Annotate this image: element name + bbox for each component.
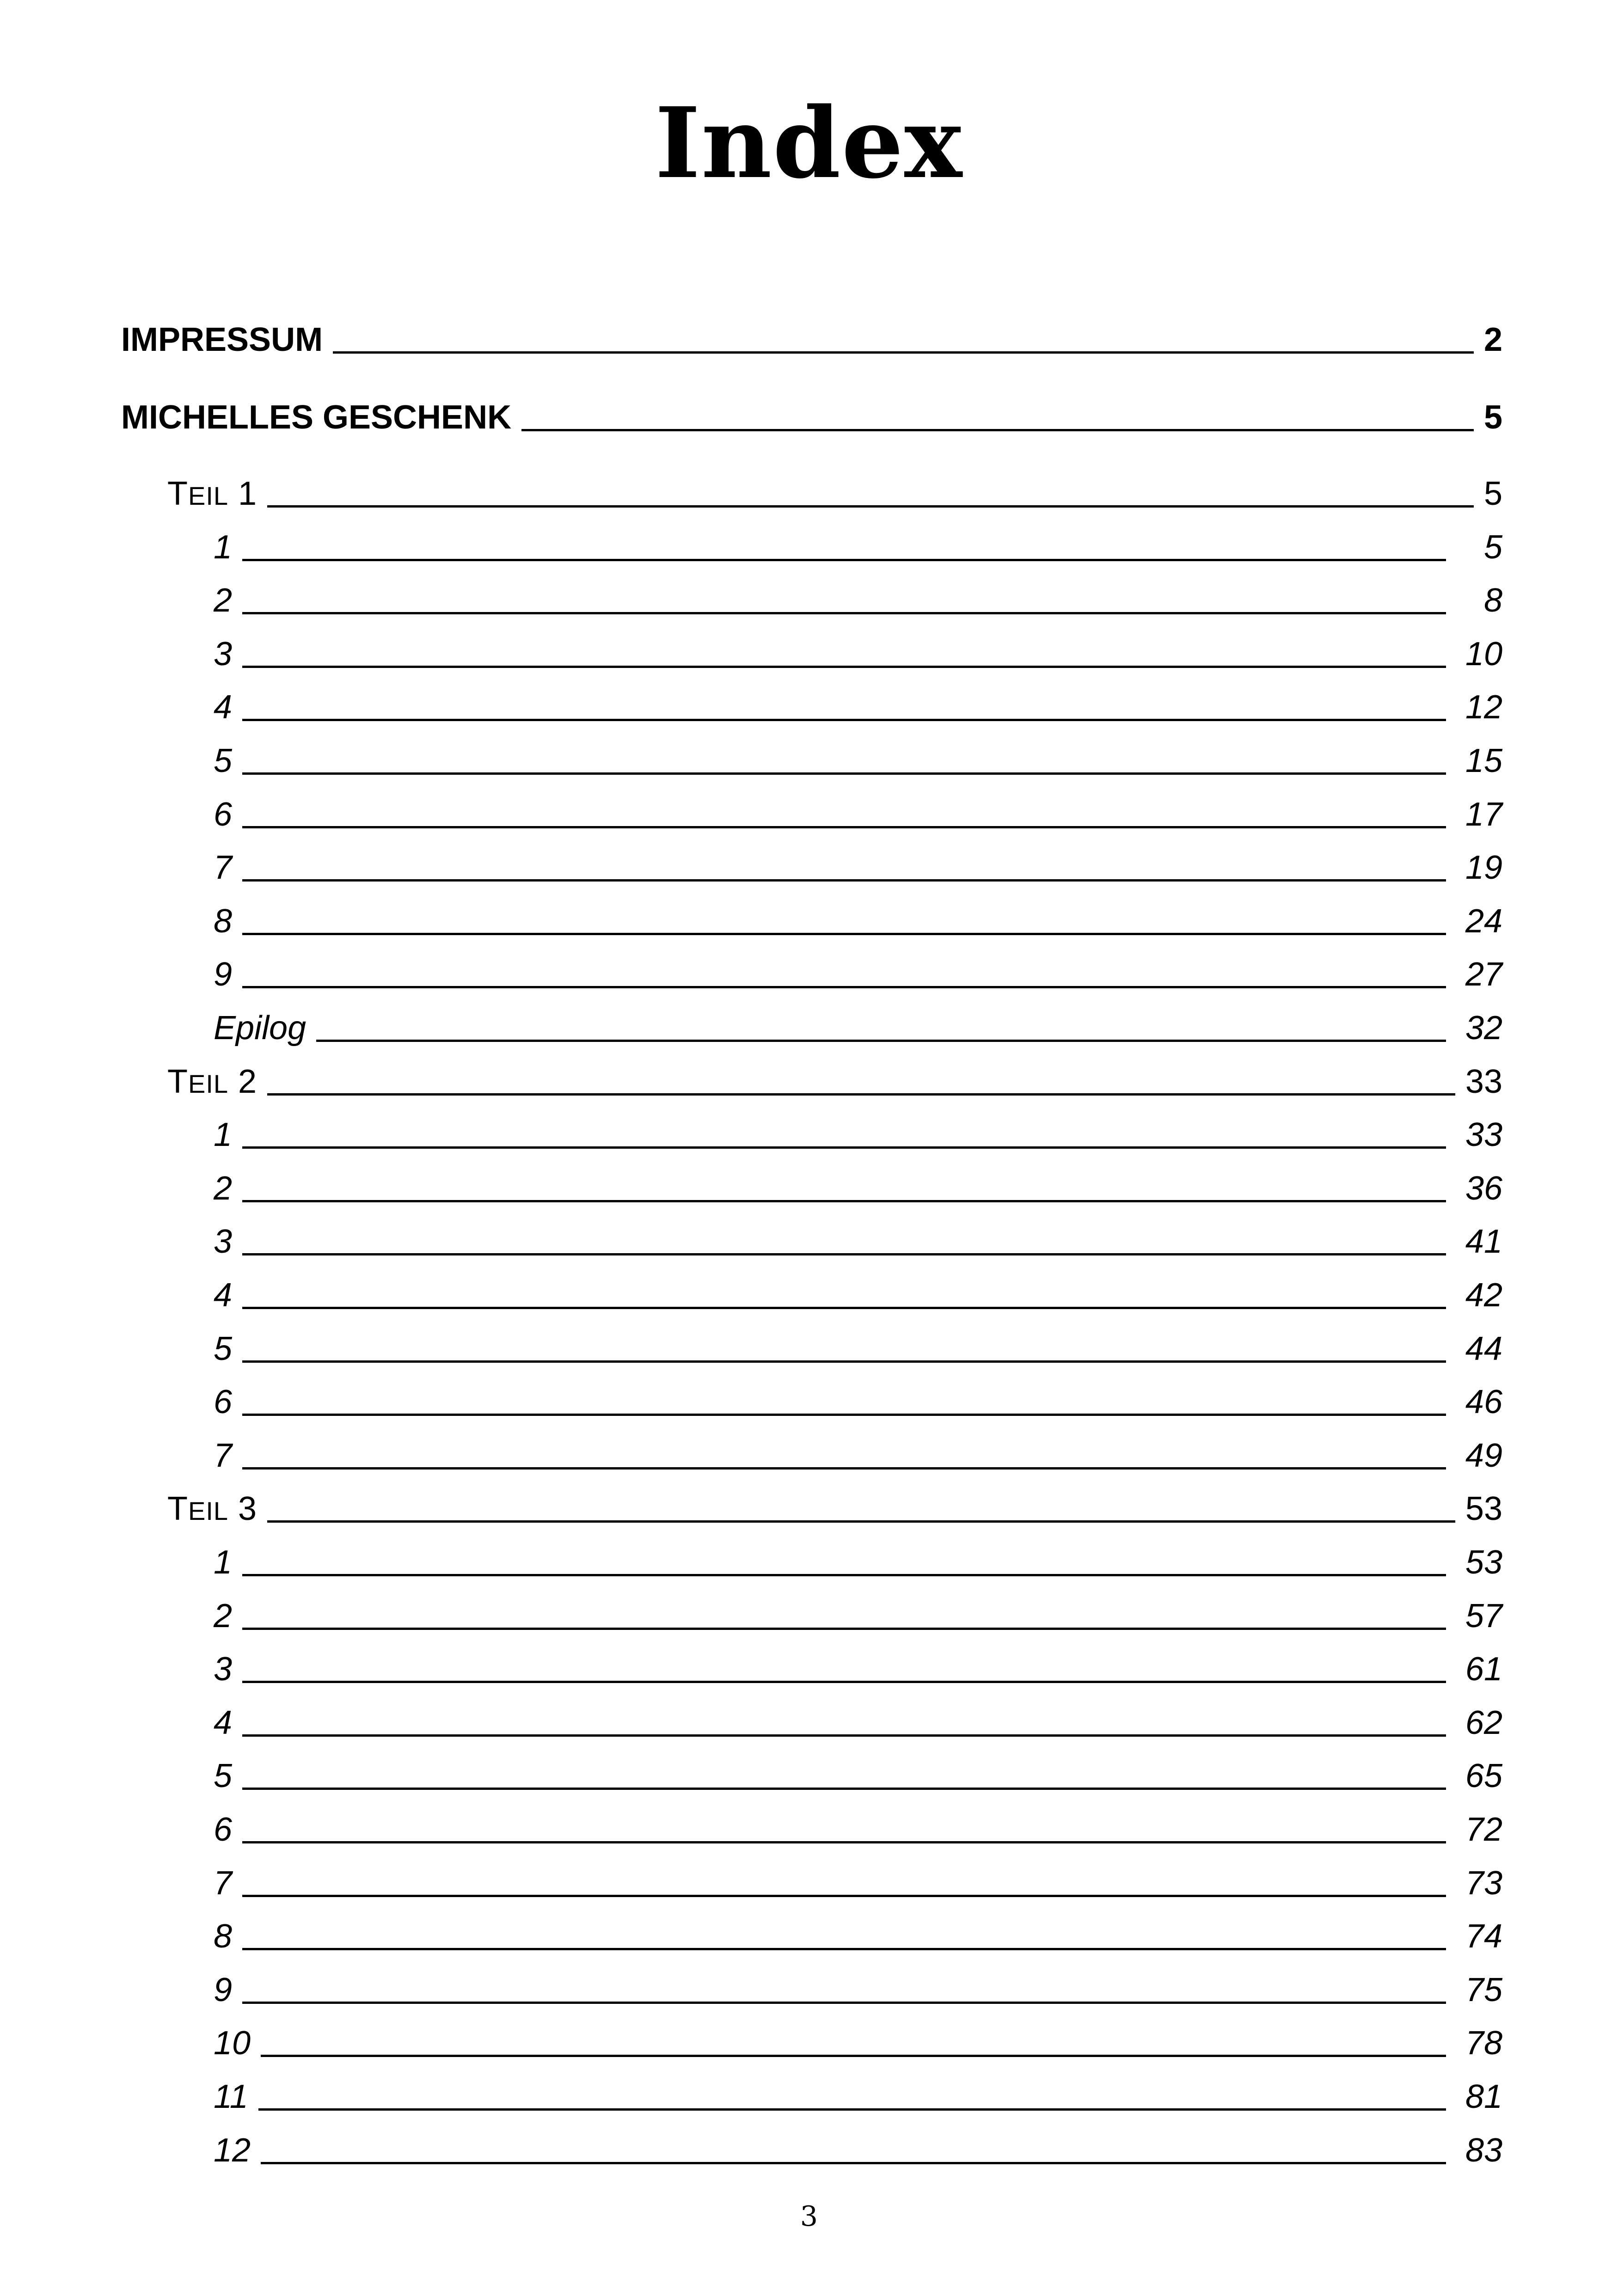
toc-leader-line	[242, 1146, 1446, 1149]
toc-chapter-entry[interactable]	[214, 1806, 1502, 1853]
toc-leader-line	[258, 2108, 1446, 2111]
toc-leader-line	[333, 351, 1474, 354]
toc-part-entry[interactable]	[167, 1486, 1502, 1534]
toc-leader-line	[242, 612, 1446, 614]
toc-page-number: 62	[1465, 1704, 1502, 1741]
toc-entry-label: 2	[214, 1598, 233, 1635]
toc-page-number: 44	[1465, 1330, 1502, 1367]
toc-chapter-entry[interactable]	[214, 1326, 1502, 1372]
toc-leader-line	[316, 1040, 1446, 1042]
toc-chapter-entry[interactable]	[214, 1860, 1502, 1906]
toc-chapter-entry[interactable]	[214, 1593, 1502, 1639]
toc-chapter-entry[interactable]	[214, 1433, 1502, 1479]
toc-entry-label: 6	[214, 796, 233, 833]
toc-page-number: 36	[1465, 1170, 1502, 1207]
toc-leader-line	[242, 986, 1446, 988]
toc-page-number: 61	[1465, 1651, 1502, 1688]
toc-chapter-entry[interactable]	[214, 1753, 1502, 1799]
toc-page-number: 42	[1465, 1277, 1502, 1314]
toc-page-number: 75	[1465, 1971, 1502, 2008]
toc-page-number: 81	[1465, 2078, 1502, 2115]
toc-chapter-entry[interactable]	[214, 791, 1502, 838]
toc-leader-line	[267, 505, 1474, 508]
toc-page-number: 73	[1465, 1865, 1502, 1902]
toc-leader-line	[242, 1307, 1446, 1309]
toc-page-number: 57	[1465, 1598, 1502, 1635]
toc-leader-line	[242, 1948, 1446, 1950]
toc-entry-label: TEIL 3	[167, 1490, 257, 1527]
toc-entry-label: Epilog	[214, 1010, 306, 1047]
toc-entry-label: 2	[214, 1170, 233, 1207]
toc-chapter-entry[interactable]	[214, 1218, 1502, 1265]
toc-entry-label: 5	[214, 742, 233, 779]
toc-leader-line	[242, 666, 1446, 668]
toc-entry-label: IMPRESSUM	[121, 321, 323, 358]
toc-chapter-entry[interactable]	[214, 845, 1502, 891]
toc-entry-label: 1	[214, 1544, 233, 1581]
toc-part-entry[interactable]	[167, 471, 1502, 519]
toc-chapter-entry[interactable]	[214, 1379, 1502, 1425]
toc-entry-label: MICHELLES GESCHENK	[121, 399, 512, 436]
toc-page-number: 83	[1465, 2132, 1502, 2169]
toc-page-number: 17	[1465, 796, 1502, 833]
toc-page-number: 5	[1483, 399, 1502, 436]
toc-leader-line	[242, 1841, 1446, 1843]
toc-chapter-entry[interactable]	[214, 1967, 1502, 2013]
toc-page-number: 5	[1483, 529, 1502, 566]
toc-entry-label: 3	[214, 1651, 233, 1688]
toc-entry-label: 3	[214, 636, 233, 673]
toc-chapter-entry[interactable]	[214, 1165, 1502, 1212]
toc-entry-label: 9	[214, 956, 233, 993]
toc-entry-label: 7	[214, 1865, 233, 1902]
toc-page-number: 5	[1483, 475, 1502, 512]
toc-leader-line	[242, 826, 1446, 828]
toc-leader-line	[242, 1200, 1446, 1202]
toc-page-number: 33	[1465, 1116, 1502, 1153]
toc-leader-line	[267, 1520, 1455, 1523]
toc-chapter-entry[interactable]	[214, 2020, 1502, 2066]
toc-leader-line	[242, 719, 1446, 721]
toc-page-number: 33	[1465, 1063, 1502, 1100]
toc-leader-line	[242, 1734, 1446, 1737]
toc-chapter-entry[interactable]	[214, 1700, 1502, 1746]
toc-chapter-entry[interactable]	[214, 1005, 1502, 1051]
toc-leader-line	[242, 879, 1446, 882]
toc-entry-label: 1	[214, 1116, 233, 1153]
page-title: Index	[655, 86, 963, 200]
toc-leader-line	[242, 1788, 1446, 1790]
toc-entry-label: 5	[214, 1330, 233, 1367]
toc-entry-label: 7	[214, 849, 233, 886]
toc-entry-label: 4	[214, 1277, 233, 1314]
toc-page-number: 24	[1465, 903, 1502, 940]
toc-page-number: 27	[1465, 956, 1502, 993]
toc-chapter-entry[interactable]	[214, 631, 1502, 677]
toc-chapter-entry[interactable]	[214, 2074, 1502, 2120]
toc-entry-label: 7	[214, 1437, 233, 1474]
toc-page-number: 53	[1465, 1544, 1502, 1581]
toc-entry-label: 5	[214, 1757, 233, 1794]
toc-entry-label: TEIL 2	[167, 1063, 257, 1100]
toc-leader-line	[242, 1574, 1446, 1576]
toc-leader-line	[242, 1681, 1446, 1683]
toc-leader-line	[242, 1360, 1446, 1363]
toc-entry-label: 4	[214, 1704, 233, 1741]
toc-page-number: 19	[1465, 849, 1502, 886]
toc-page-number: 46	[1465, 1384, 1502, 1420]
toc-entry-label: 8	[214, 1918, 233, 1955]
toc-chapter-entry[interactable]	[214, 1539, 1502, 1586]
toc-leader-line	[261, 2162, 1446, 2164]
toc-section-entry[interactable]	[121, 394, 1502, 441]
toc-page-number: 78	[1465, 2025, 1502, 2062]
toc-page-number: 74	[1465, 1918, 1502, 1955]
toc-leader-line	[242, 559, 1446, 561]
toc-page-number: 65	[1465, 1757, 1502, 1794]
toc-leader-line	[242, 1628, 1446, 1630]
toc-chapter-entry[interactable]	[214, 684, 1502, 730]
toc-leader-line	[521, 429, 1474, 431]
toc-chapter-entry[interactable]	[214, 1272, 1502, 1318]
toc-page-number: 10	[1465, 636, 1502, 673]
toc-entry-label: 1	[214, 529, 233, 566]
toc-leader-line	[242, 1414, 1446, 1416]
toc-page-number: 12	[1465, 689, 1502, 726]
toc-page-number: 15	[1465, 742, 1502, 779]
toc-entry-label: 8	[214, 903, 233, 940]
toc-entry-label: 4	[214, 689, 233, 726]
toc-entry-label: TEIL 1	[167, 475, 257, 512]
toc-page-number: 2	[1483, 321, 1502, 358]
toc-entry-label: 2	[214, 582, 233, 619]
toc-leader-line	[242, 1253, 1446, 1255]
toc-entry-label: 6	[214, 1384, 233, 1420]
toc-chapter-entry[interactable]	[214, 1646, 1502, 1692]
toc-chapter-entry[interactable]	[214, 1112, 1502, 1158]
toc-part-entry[interactable]	[167, 1059, 1502, 1107]
toc-chapter-entry[interactable]	[214, 524, 1502, 570]
toc-leader-line	[242, 2002, 1446, 2004]
toc-entry-label: 11	[214, 2078, 248, 2115]
toc-page-number: 41	[1465, 1223, 1502, 1260]
toc-section-entry[interactable]	[121, 317, 1502, 363]
toc-leader-line	[242, 1467, 1446, 1469]
toc-entry-label: 6	[214, 1811, 233, 1848]
toc-leader-line	[242, 772, 1446, 775]
toc-chapter-entry[interactable]	[214, 898, 1502, 944]
toc-chapter-entry[interactable]	[214, 2127, 1502, 2174]
toc-entry-label: 10	[214, 2025, 251, 2062]
toc-leader-line	[242, 933, 1446, 935]
toc-entry-label: 3	[214, 1223, 233, 1260]
toc-page-number: 8	[1483, 582, 1502, 619]
page-number: 3	[800, 2200, 818, 2233]
toc-page-number: 49	[1465, 1437, 1502, 1474]
toc-page-number: 53	[1465, 1490, 1502, 1527]
toc-leader-line	[242, 1895, 1446, 1897]
toc-leader-line	[261, 2055, 1446, 2057]
toc-entry-label: 9	[214, 1971, 233, 2008]
toc-chapter-entry[interactable]	[214, 951, 1502, 998]
toc-chapter-entry[interactable]	[214, 1913, 1502, 1959]
toc-page-number: 72	[1465, 1811, 1502, 1848]
toc-leader-line	[267, 1093, 1455, 1096]
toc-chapter-entry[interactable]	[214, 738, 1502, 784]
toc-entry-label: 12	[214, 2132, 251, 2169]
toc-chapter-entry[interactable]	[214, 577, 1502, 624]
toc-page-number: 32	[1465, 1010, 1502, 1047]
